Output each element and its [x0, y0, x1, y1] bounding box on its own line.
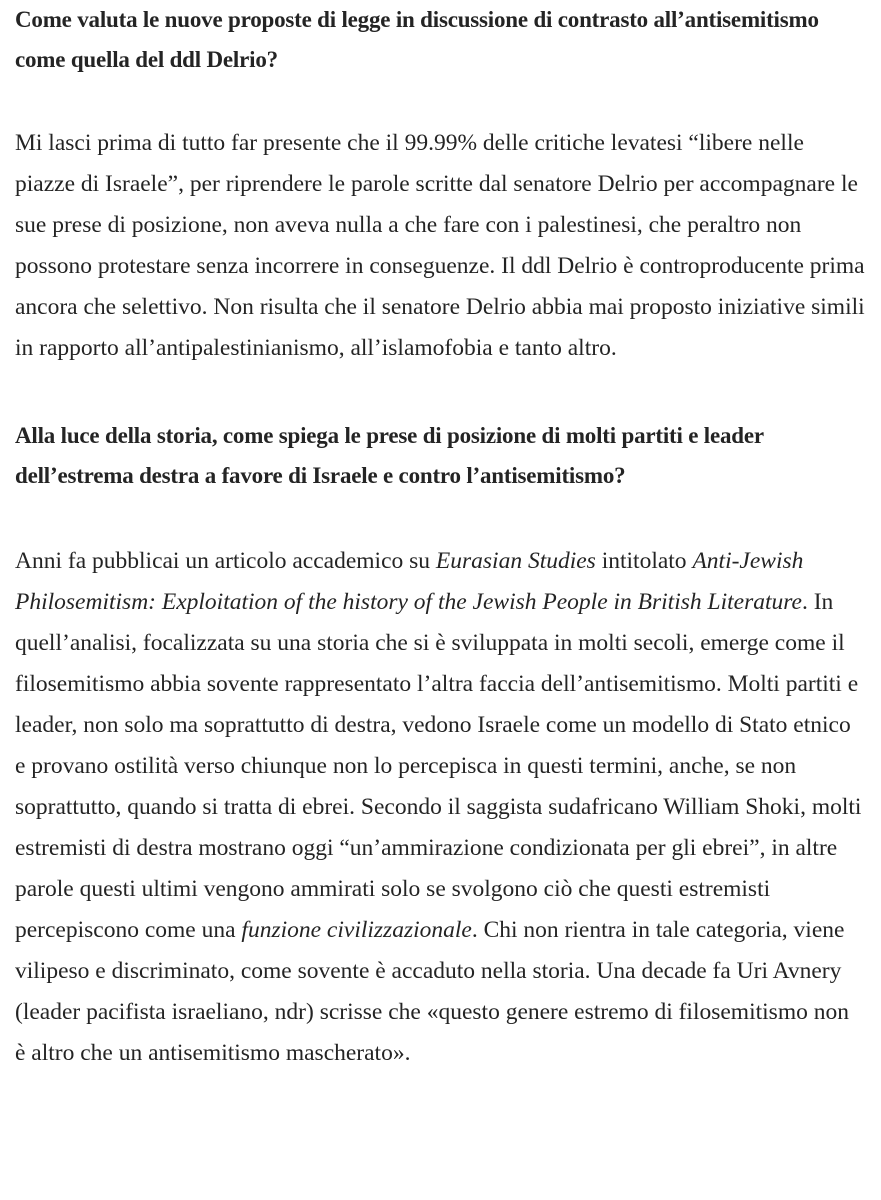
interview-answer-1: Mi lasci prima di tutto far presente che il 99.99% delle critiche levatesi “libere nelle piazze di Israele”, per riprendere le parole scritte dal senatore Delrio per accompagnare le sue prese di posizione, non aveva nulla a che fare con i palestinesi, che peraltro non possono protestare senza incorrere in conseguenze. Il ddl Delrio è controproducente prima ancora che selettivo. Non risulta che il senatore Delrio abbia mai proposto iniziative simili in rapporto all’antipalestinianismo, all’islamofobia e tanto altro.	[15, 130, 865, 361]
interview-question-1: Come valuta le nuove proposte di legge in discussione di contrasto all’antisemitismo come quella del ddl Delrio?	[15, 7, 819, 72]
emphasized-phrase: funzione civilizzazionale	[241, 917, 472, 943]
cited-article-title: Anti-Jewish Philosemitism: Exploitation of the history of the Jewish People in British Literature	[15, 548, 804, 615]
answer-2-text: Anni fa pubblicai un articolo accademico su	[15, 548, 436, 574]
answer-2-text: intitolato	[595, 548, 693, 574]
answer-2-text: . In quell’analisi, focalizzata su una storia che si è sviluppata in molti secoli, emerge come il filosemitismo abbia sovente rappresentato l’altra faccia dell’antisemitismo. Molti partiti e leader, non solo ma soprattutto di destra, vedono Israele come un modello di Stato etnico e provano ostilità verso chiunque non lo percepisca in questi termini, anche, se non soprattutto, quando si tratta di ebrei. Secondo il saggista sudafricano William Shoki, molti estremisti di destra mostrano oggi “un’ammirazione condizionata per gli ebrei”, in altre parole questi ultimi vengono ammirati solo se svolgono ciò che questi estremisti percepiscono come una	[15, 589, 862, 943]
interview-question-2: Alla luce della storia, come spiega le prese di posizione di molti partiti e leader dell’estrema destra a favore di Israele e contro l’antisemitismo?	[15, 423, 764, 488]
article-body	[15, 0, 865, 1074]
bottom-fade	[0, 1182, 881, 1200]
journal-name: Eurasian Studies	[435, 548, 596, 574]
answer-2-text: . Chi non rientra in tale categoria, viene vilipeso e discriminato, come sovente è accaduto nella storia. Una decade fa Uri Avnery (leader pacifista israeliano, ndr) scrisse che «questo genere estremo di filosemitismo non è altro che un antisemitismo mascherato».	[15, 917, 849, 1066]
interview-answer-2	[15, 541, 865, 1074]
